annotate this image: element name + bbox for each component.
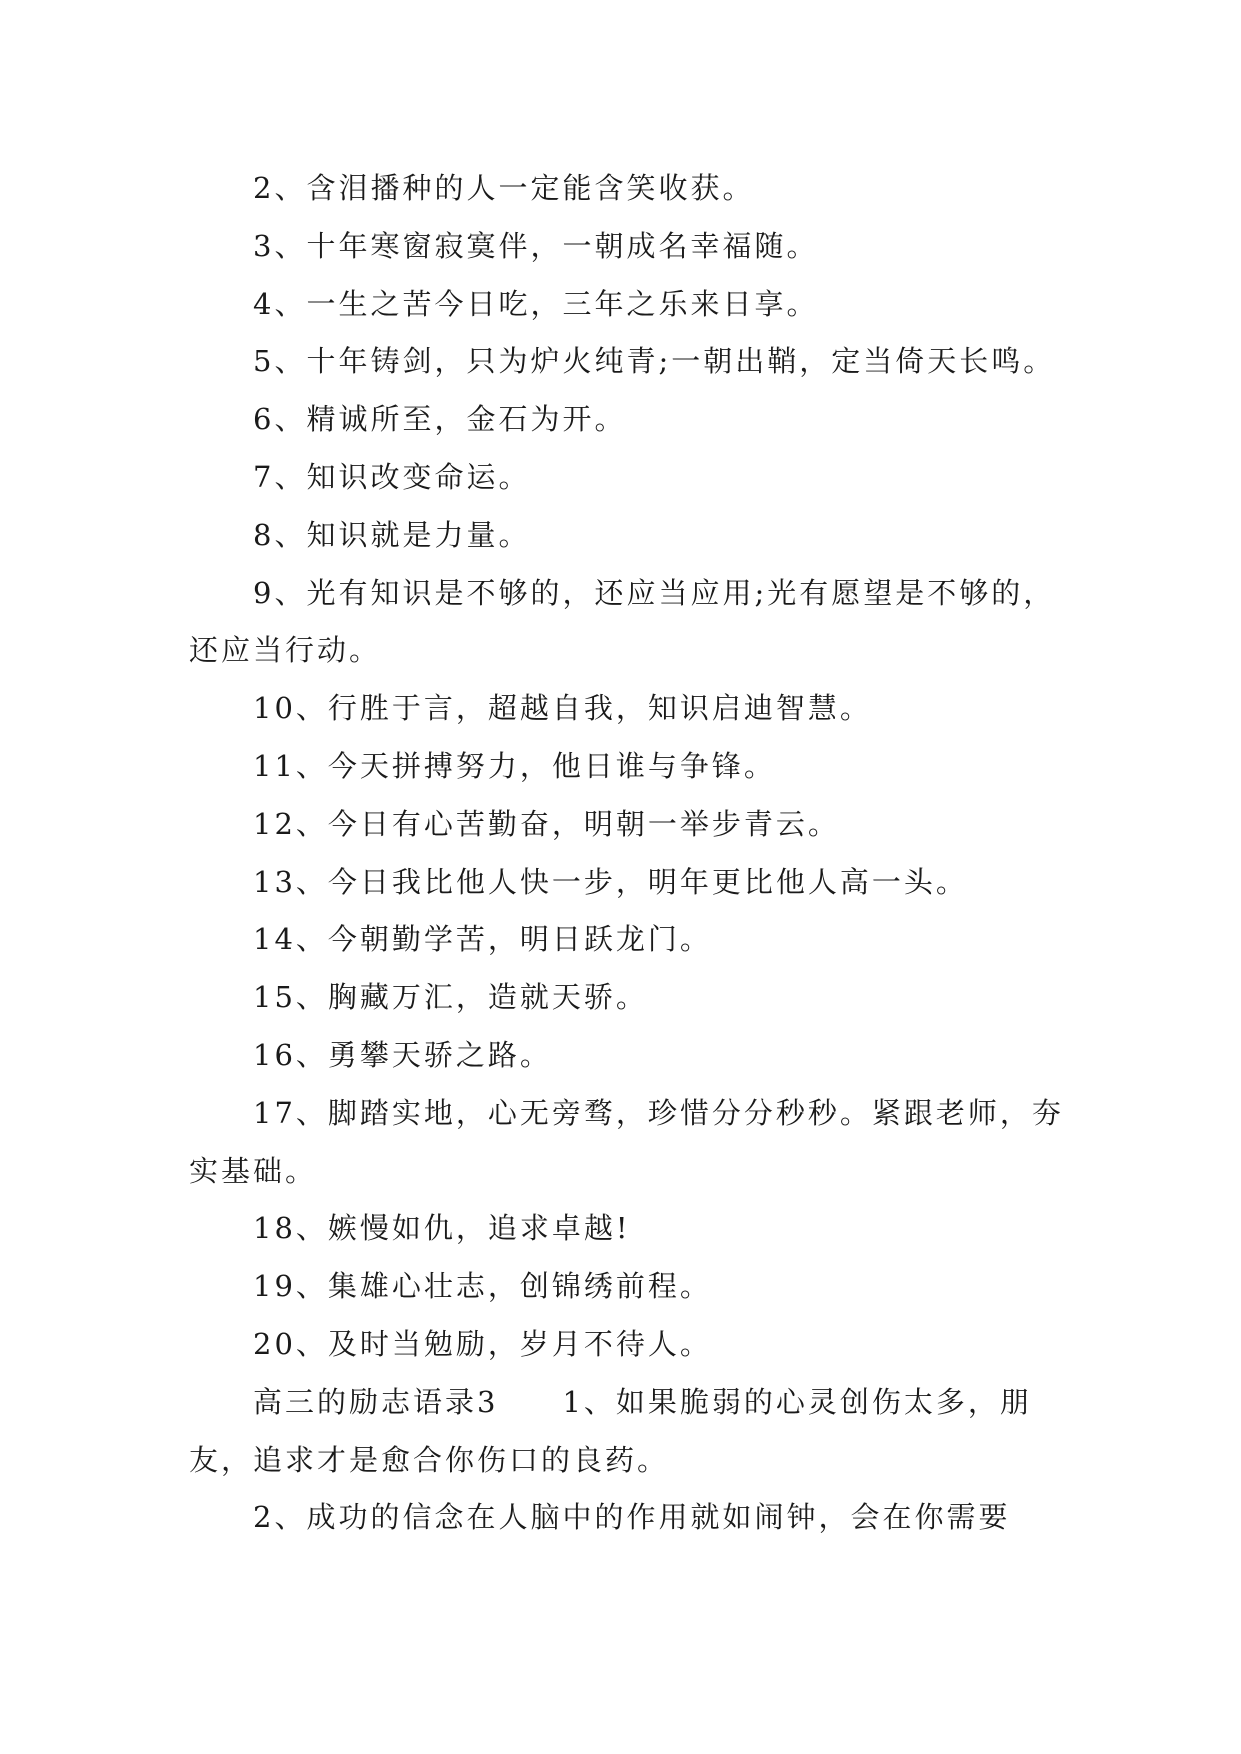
paragraph: 6、精诚所至，金石为开。 [253,402,627,437]
paragraph: 4、一生之苦今日吃，三年之乐来日享。 [253,286,819,321]
paragraph: 高三的励志语录3 1、如果脆弱的心灵创伤太多，朋友，追求才是愈合你伤口的良药。 [189,1384,1032,1477]
paragraph: 5、十年铸剑，只为炉火纯青;一朝出鞘，定当倚天长鸣。 [253,344,1056,379]
paragraph: 7、知识改变命运。 [253,459,531,494]
paragraph: 20、及时当勉励，岁月不待人。 [253,1326,712,1361]
paragraph: 13、今日我比他人快一步，明年更比他人高一头。 [253,864,968,899]
document-body [189,160,1069,1547]
paragraph: 19、集雄心壮志，创锦绣前程。 [253,1269,712,1304]
paragraph: 9、光有知识是不够的，还应当应用;光有愿望是不够的，还应当行动。 [189,575,1056,668]
paragraph: 3、十年寒窗寂寞伴，一朝成名幸福随。 [253,228,819,263]
paragraph: 14、今朝勤学苦，明日跃龙门。 [253,922,712,957]
paragraph: 8、知识就是力量。 [253,517,531,552]
paragraph: 16、勇攀天骄之路。 [253,1037,552,1072]
paragraph: 18、嫉慢如仇，追求卓越! [253,1211,631,1246]
paragraph: 2、成功的信念在人脑中的作用就如闹钟，会在你需要 [253,1500,1011,1535]
paragraph: 11、今天拼搏努力，他日谁与争锋。 [253,748,776,783]
paragraph: 10、行胜于言，超越自我，知识启迪智慧。 [253,691,872,726]
paragraph: 2、含泪播种的人一定能含笑收获。 [253,171,755,205]
paragraph: 17、脚踏实地，心无旁骛，珍惜分分秒秒。紧跟老师，夯实基础。 [189,1095,1064,1188]
paragraph: 12、今日有心苦勤奋，明朝一举步青云。 [253,806,840,841]
paragraph: 15、胸藏万汇，造就天骄。 [253,980,648,1015]
